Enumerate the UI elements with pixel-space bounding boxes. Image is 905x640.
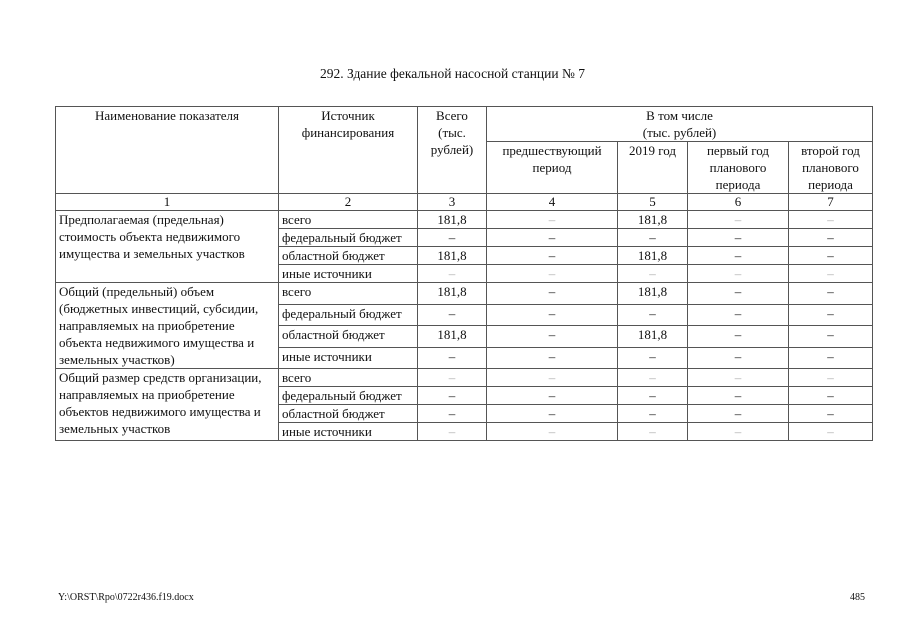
value-cell: – (487, 369, 618, 387)
value-cell: – (418, 229, 487, 247)
value-cell: – (418, 265, 487, 283)
value-cell: – (418, 304, 487, 326)
value-cell: 181,8 (418, 283, 487, 305)
indicator-name: Общий (предельный) объем (бюджетных инвестиций, субсидии, направляемых на приобретение объекта недвижимого имущества и земельных участков) (56, 283, 279, 369)
value-cell: – (418, 369, 487, 387)
col-number: 7 (789, 194, 873, 211)
value-cell: – (688, 247, 789, 265)
funding-source: федеральный бюджет (279, 304, 418, 326)
table-row (56, 211, 873, 229)
value-cell: – (618, 347, 688, 369)
value-cell: – (418, 405, 487, 423)
table-row (56, 369, 873, 387)
value-cell: 181,8 (618, 326, 688, 348)
value-cell: – (487, 265, 618, 283)
value-cell: – (618, 405, 688, 423)
value-cell: 181,8 (618, 247, 688, 265)
value-cell: – (618, 229, 688, 247)
value-cell: – (618, 369, 688, 387)
value-cell: – (789, 423, 873, 441)
value-cell: – (487, 387, 618, 405)
table-row (56, 283, 873, 305)
value-cell: – (789, 347, 873, 369)
value-cell: – (487, 423, 618, 441)
table-title: 292. Здание фекальной насосной станции № 7 (320, 66, 585, 81)
header-plan2: второй год планового периода (789, 142, 873, 194)
header-row-1 (56, 107, 873, 142)
value-cell: – (789, 405, 873, 423)
value-cell: 181,8 (618, 283, 688, 305)
value-cell: – (418, 347, 487, 369)
value-cell: – (688, 229, 789, 247)
table-body (56, 211, 873, 441)
value-cell: – (418, 387, 487, 405)
value-cell: – (789, 229, 873, 247)
value-cell: – (618, 387, 688, 405)
value-cell: – (688, 405, 789, 423)
funding-source: областной бюджет (279, 405, 418, 423)
value-cell: – (688, 369, 789, 387)
value-cell: – (487, 326, 618, 348)
header-name: Наименование показателя (56, 107, 279, 194)
indicator-name: Общий размер средств организации, направляемых на приобретение объектов недвижимого имущества и земельных участков (56, 369, 279, 441)
value-cell: – (789, 369, 873, 387)
header-prev: предшествующий период (487, 142, 618, 194)
value-cell: – (789, 247, 873, 265)
header-plan1: первый год планового периода (688, 142, 789, 194)
col-number: 6 (688, 194, 789, 211)
value-cell: – (618, 265, 688, 283)
header-incl-label: В том числе (646, 108, 713, 123)
value-cell: 181,8 (618, 211, 688, 229)
value-cell: – (688, 423, 789, 441)
value-cell: – (487, 283, 618, 305)
value-cell: 181,8 (418, 211, 487, 229)
col-number: 4 (487, 194, 618, 211)
value-cell: – (688, 347, 789, 369)
col-number: 3 (418, 194, 487, 211)
value-cell: – (418, 423, 487, 441)
header-2019: 2019 год (618, 142, 688, 194)
col-number: 2 (279, 194, 418, 211)
value-cell: – (789, 211, 873, 229)
value-cell: – (487, 347, 618, 369)
funding-source: всего (279, 211, 418, 229)
value-cell: – (688, 265, 789, 283)
value-cell: – (688, 326, 789, 348)
column-numbers-row (56, 194, 873, 211)
footer-file-path: Y:\ORST\Rpo\0722r436.f19.docx (58, 592, 194, 603)
funding-source: иные источники (279, 347, 418, 369)
header-total: Всего (тыс. рублей) (418, 107, 487, 194)
funding-source: всего (279, 369, 418, 387)
value-cell: – (789, 387, 873, 405)
value-cell: – (618, 304, 688, 326)
funding-source: областной бюджет (279, 326, 418, 348)
footer-page-number: 485 (850, 592, 865, 603)
value-cell: – (789, 265, 873, 283)
funding-source: областной бюджет (279, 247, 418, 265)
value-cell: 181,8 (418, 326, 487, 348)
funding-source: федеральный бюджет (279, 387, 418, 405)
value-cell: – (688, 304, 789, 326)
indicator-name: Предполагаемая (предельная) стоимость объекта недвижимого имущества и земельных участков (56, 211, 279, 283)
value-cell: – (789, 283, 873, 305)
value-cell: – (688, 211, 789, 229)
value-cell: – (487, 304, 618, 326)
funding-source: иные источники (279, 265, 418, 283)
value-cell: – (688, 387, 789, 405)
funding-source: иные источники (279, 423, 418, 441)
value-cell: – (618, 423, 688, 441)
value-cell: – (487, 229, 618, 247)
col-number: 5 (618, 194, 688, 211)
col-number: 1 (56, 194, 279, 211)
header-incl-unit: (тыс. рублей) (642, 125, 717, 140)
financing-table (55, 106, 873, 441)
funding-source: всего (279, 283, 418, 305)
value-cell: – (487, 247, 618, 265)
value-cell: – (487, 405, 618, 423)
funding-source: федеральный бюджет (279, 229, 418, 247)
value-cell: – (789, 304, 873, 326)
value-cell: – (789, 326, 873, 348)
value-cell: – (688, 283, 789, 305)
value-cell: – (487, 211, 618, 229)
value-cell: 181,8 (418, 247, 487, 265)
header-incl (487, 107, 873, 142)
header-source: Источник финансирования (279, 107, 418, 194)
